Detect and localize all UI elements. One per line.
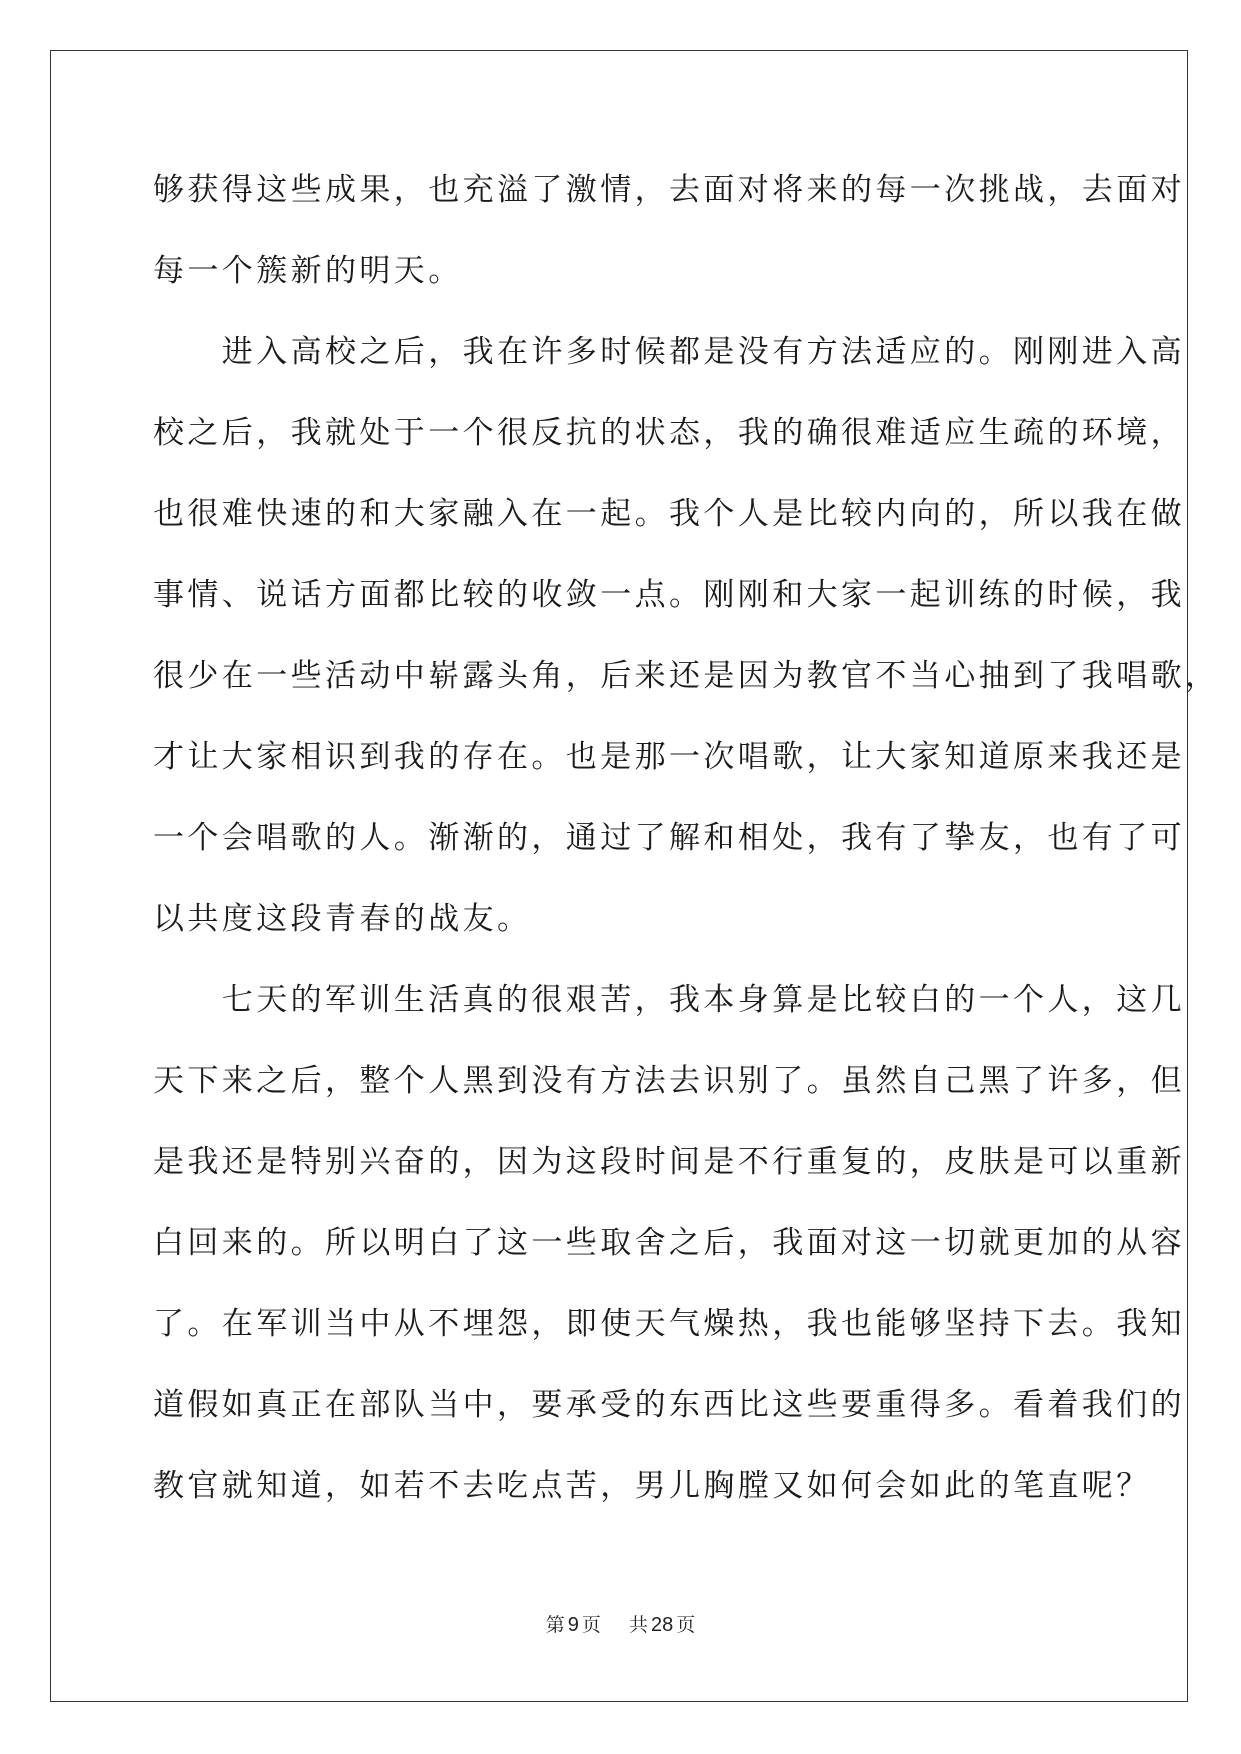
body-line: 够获得这些成果，也充溢了激情，去面对将来的每一次挑战，去面对	[153, 172, 1185, 208]
body-line: 道假如真正在部队当中，要承受的东西比这些要重得多。看着我们的	[153, 1387, 1185, 1423]
body-line: 七天的军训生活真的很艰苦，我本身算是比较白的一个人，这几	[153, 982, 1185, 1018]
total-unit: 页	[676, 1614, 696, 1636]
body-line: 一个会唱歌的人。渐渐的，通过了解和相处，我有了挚友，也有了可	[153, 820, 1185, 856]
total-page-count: 28	[650, 1614, 674, 1636]
body-line: 进入高校之后，我在许多时候都是没有方法适应的。刚刚进入高	[153, 334, 1185, 370]
body-line: 是我还是特别兴奋的，因为这段时间是不行重复的，皮肤是可以重新	[153, 1144, 1185, 1180]
body-line: 才让大家相识到我的存在。也是那一次唱歌，让大家知道原来我还是	[153, 739, 1185, 775]
body-line: 也很难快速的和大家融入在一起。我个人是比较内向的，所以我在做	[153, 496, 1185, 532]
body-line: 每一个簇新的明天。	[153, 253, 463, 289]
document-body	[153, 158, 1220, 1535]
page-unit: 页	[581, 1614, 601, 1636]
body-line: 白回来的。所以明白了这一些取舍之后，我面对这一切就更加的从容	[153, 1225, 1185, 1261]
body-line: 了。在军训当中从不埋怨，即使天气燥热，我也能够坚持下去。我知	[153, 1306, 1185, 1342]
page-footer	[0, 1610, 1241, 1637]
total-prefix: 共	[628, 1614, 648, 1636]
body-line: 以共度这段青春的战友。	[153, 901, 532, 937]
current-page-number: 9	[567, 1614, 579, 1636]
body-line: 事情、说话方面都比较的收敛一点。刚刚和大家一起训练的时候，我	[153, 577, 1185, 613]
page-prefix: 第	[545, 1614, 565, 1636]
body-line: 教官就知道，如若不去吃点苦，男儿胸膛又如何会如此的笔直呢？	[153, 1468, 1151, 1504]
body-line: 天下来之后，整个人黑到没有方法去识别了。虽然自己黑了许多，但	[153, 1063, 1185, 1099]
body-line: 校之后，我就处于一个很反抗的状态，我的确很难适应生疏的环境，	[153, 415, 1185, 451]
body-line: 很少在一些活动中崭露头角，后来还是因为教官不当心抽到了我唱歌，	[153, 658, 1220, 694]
